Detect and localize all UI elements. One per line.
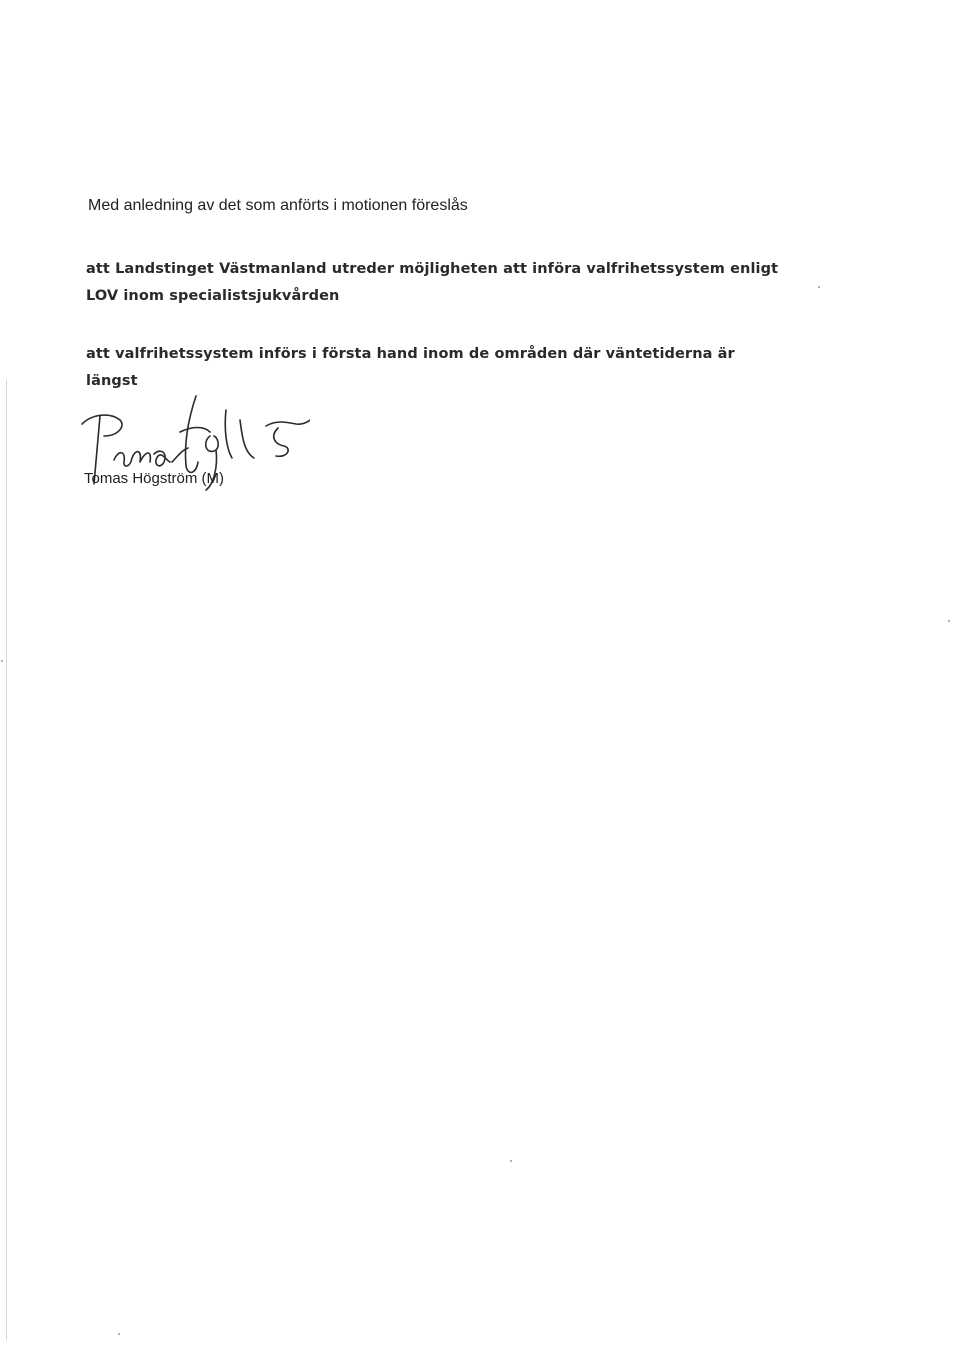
signer-name: Tomas Högström (M) [84,470,225,487]
scan-speck [818,286,820,288]
proposal-clause-1-line-2: LOV inom specialistsjukvården [86,288,340,304]
proposal-clause-2 [86,341,856,395]
scan-speck [510,1160,512,1162]
intro-text: Med anledning av det som anförts i motionen föreslås [88,197,468,214]
proposal-clause-1-line-1: att Landstinget Västmanland utreder möjligheten att införa valfrihetssystem enligt [86,261,779,277]
scan-speck [118,1333,120,1335]
scan-speck [948,620,950,622]
proposal-clause-2-line-1: att valfrihetssystem införs i första hand inom de områden där väntetiderna är [86,346,735,362]
scan-edge-line [6,380,7,1340]
proposal-clause-2-line-2: längst [86,373,138,389]
scan-speck [1,660,3,662]
proposal-clause-1 [86,256,856,310]
